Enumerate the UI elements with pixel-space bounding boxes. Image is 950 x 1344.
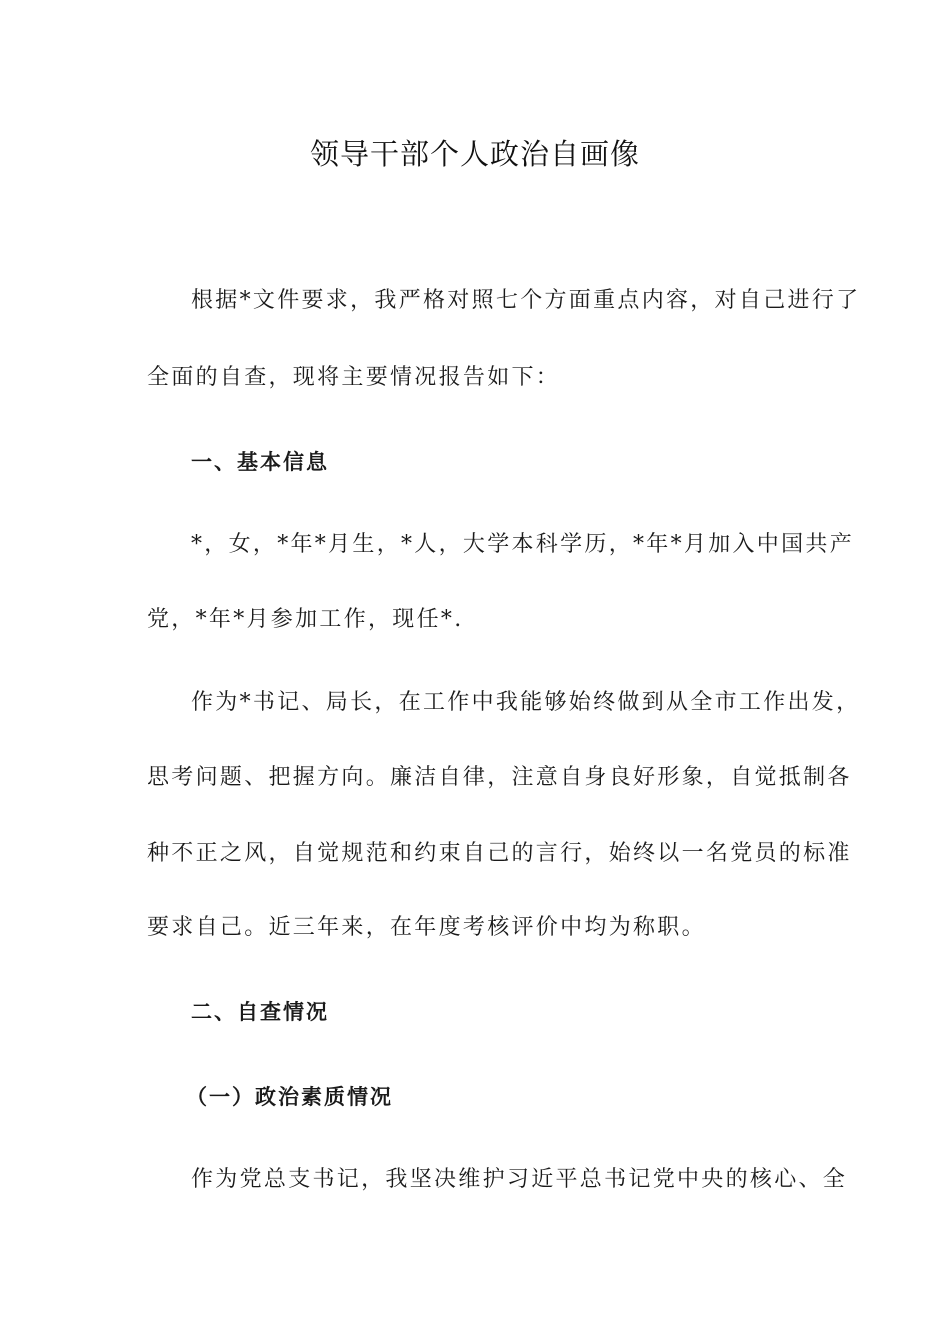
intro-line-1: 根据*文件要求，我严格对照七个方面重点内容，对自己进行了 <box>191 288 861 313</box>
basic-info-line-2: 党，*年*月参加工作，现任*. <box>147 607 464 632</box>
intro-line-2: 全面的自查，现将主要情况报告如下： <box>147 365 561 390</box>
document-title: 领导干部个人政治自画像 <box>309 137 640 171</box>
work-paragraph-line-4: 要求自己。近三年来，在年度考核评价中均为称职。 <box>147 915 706 940</box>
section-heading-basic-info: 一、基本信息 <box>191 450 329 474</box>
subsection-heading-political-quality: （一）政治素质情况 <box>186 1085 393 1109</box>
work-paragraph-line-2: 思考问题、把握方向。廉洁自律，注意自身良好形象，自觉抵制各 <box>147 765 852 790</box>
section-heading-self-check: 二、自查情况 <box>191 1000 329 1024</box>
work-paragraph-line-1: 作为*书记、局长，在工作中我能够始终做到从全市工作出发， <box>191 690 861 715</box>
political-quality-line-1: 作为党总支书记，我坚决维护习近平总书记党中央的核心、全 <box>191 1167 848 1192</box>
work-paragraph-line-3: 种不正之风，自觉规范和约束自己的言行，始终以一名党员的标准 <box>147 841 852 866</box>
basic-info-line-1: *，女，*年*月生，*人，大学本科学历，*年*月加入中国共产 <box>191 532 855 557</box>
